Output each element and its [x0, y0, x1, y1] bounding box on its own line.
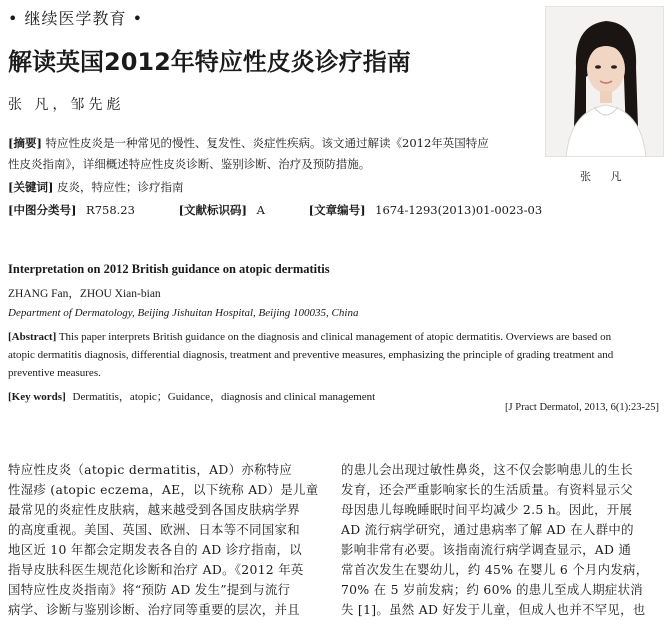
keywords-zh-text: 皮炎，特应性；诊疗指南 — [57, 180, 184, 194]
keywords-en-label: [Key words] — [8, 391, 66, 403]
body-left-line: 地区近 10 年都会定期发表各自的 AD 诊疗指南，以 — [8, 542, 302, 557]
article-number-label: [文章编号] — [308, 203, 366, 217]
article-title-en: Interpretation on 2012 British guidance on atopic dermatitis — [8, 262, 330, 276]
abstract-zh-text1: 特应性皮炎是一种常见的慢性、复发性、炎症性疾病。该文通过解读《2012年英国特应 — [45, 136, 489, 150]
keywords-zh-row — [8, 180, 184, 194]
body-right-line: 失 [1]。虽然 AD 好发于儿童，但成人也并不罕见，也 — [341, 602, 646, 617]
author-photo — [545, 6, 664, 157]
body-left-line: 国特应性皮炎指南》将“预防 AD 发生”提到与流行 — [8, 582, 291, 597]
keywords-en-row — [8, 388, 375, 404]
body-right-line: 影响非常有必要。该指南流行病学调查显示，AD 通 — [341, 542, 632, 557]
abstract-zh-text2: 性皮炎指南》，详细概述特应性皮炎诊断、鉴别诊断、治疗及预防措施。 — [8, 157, 371, 171]
body-left-line: 特应性皮炎（atopic dermatitis，AD）亦称特应 — [8, 462, 293, 477]
body-right-line: 母因患儿每晚睡眠时间平均减少 2.5 h。因此，开展 — [341, 502, 633, 517]
abstract-en-text3: preventive measures. — [8, 367, 101, 379]
article-title-zh: 解读英国2012年特应性皮炎诊疗指南 — [8, 48, 411, 76]
body-left-line: 性湿疹 (atopic eczema，AE，以下统称 AD）是儿童 — [8, 482, 319, 497]
body-right-line: AD 流行病学研究，通过患病率了解 AD 在人群中的 — [341, 522, 634, 537]
body-right-line: 的患儿会出现过敏性鼻炎，这不仅会影响患儿的生长 — [341, 462, 633, 477]
photo-caption: 张 凡 — [580, 170, 630, 183]
body-left-line: 指导皮肤科医生规范化诊断和治疗 AD。《2012 年英 — [8, 562, 304, 577]
abstract-en-text1: This paper interprets British guidance on the diagnosis and clinical management of atopic dermatitis. Overviews are based on — [58, 331, 612, 343]
abstract-zh-label: [摘要] — [8, 136, 42, 150]
keywords-zh-label: [关键词] — [8, 180, 54, 194]
abstract-en-line1 — [8, 329, 656, 346]
class-value: R758.23 — [86, 203, 135, 217]
body-left-line: 病学、诊断与鉴别诊断、治疗同等重要的层次，并且 — [8, 602, 300, 617]
body-right-line: 70% 在 5 岁前发病；约 60% 的患儿至成人期症状消 — [341, 582, 643, 597]
author-portrait-image — [546, 7, 664, 157]
doc-code-label: [文献标识码] — [178, 203, 247, 217]
body-left-line: 的高度重视。美国、英国、欧洲、日本等不同国家和 — [8, 522, 300, 537]
classification-row — [8, 202, 542, 218]
keywords-en-text: Dermatitis，atopic；Guidance，diagnosis and clinical management — [72, 391, 376, 403]
body-right-line: 常首次发生在婴幼儿，约 45% 在婴儿 6 个月内发病， — [341, 562, 649, 577]
body-left-line: 最常见的炎症性皮肤病，越来越受到各国皮肤病学界 — [8, 502, 300, 517]
class-label: [中图分类号] — [8, 203, 77, 217]
body-right-line: 发育，还会严重影响家长的生活质量。有资料显示父 — [341, 482, 633, 497]
authors-zh: 张 凡，邹先彪 — [8, 97, 125, 113]
citation: [J Pract Dermatol, 2013, 6(1):23-25] — [505, 402, 659, 413]
abstract-en-label: [Abstract] — [8, 331, 57, 343]
article-number-value: 1674-1293(2013)01-0023-03 — [375, 203, 543, 217]
abstract-en-text2: atopic dermatitis diagnosis, differential diagnosis, treatment and preventive measures, emphasizing the principle of grading treatment and — [8, 349, 614, 361]
section-label: • 继续医学教育 • — [8, 9, 144, 28]
doc-code-value: A — [256, 203, 265, 217]
department-en: Department of Dermatology, Beijing Jishuitan Hospital, Beijing 100035, China — [8, 307, 359, 319]
authors-en: ZHANG Fan，ZHOU Xian-bian — [8, 288, 161, 300]
abstract-zh-line1 — [8, 136, 489, 150]
